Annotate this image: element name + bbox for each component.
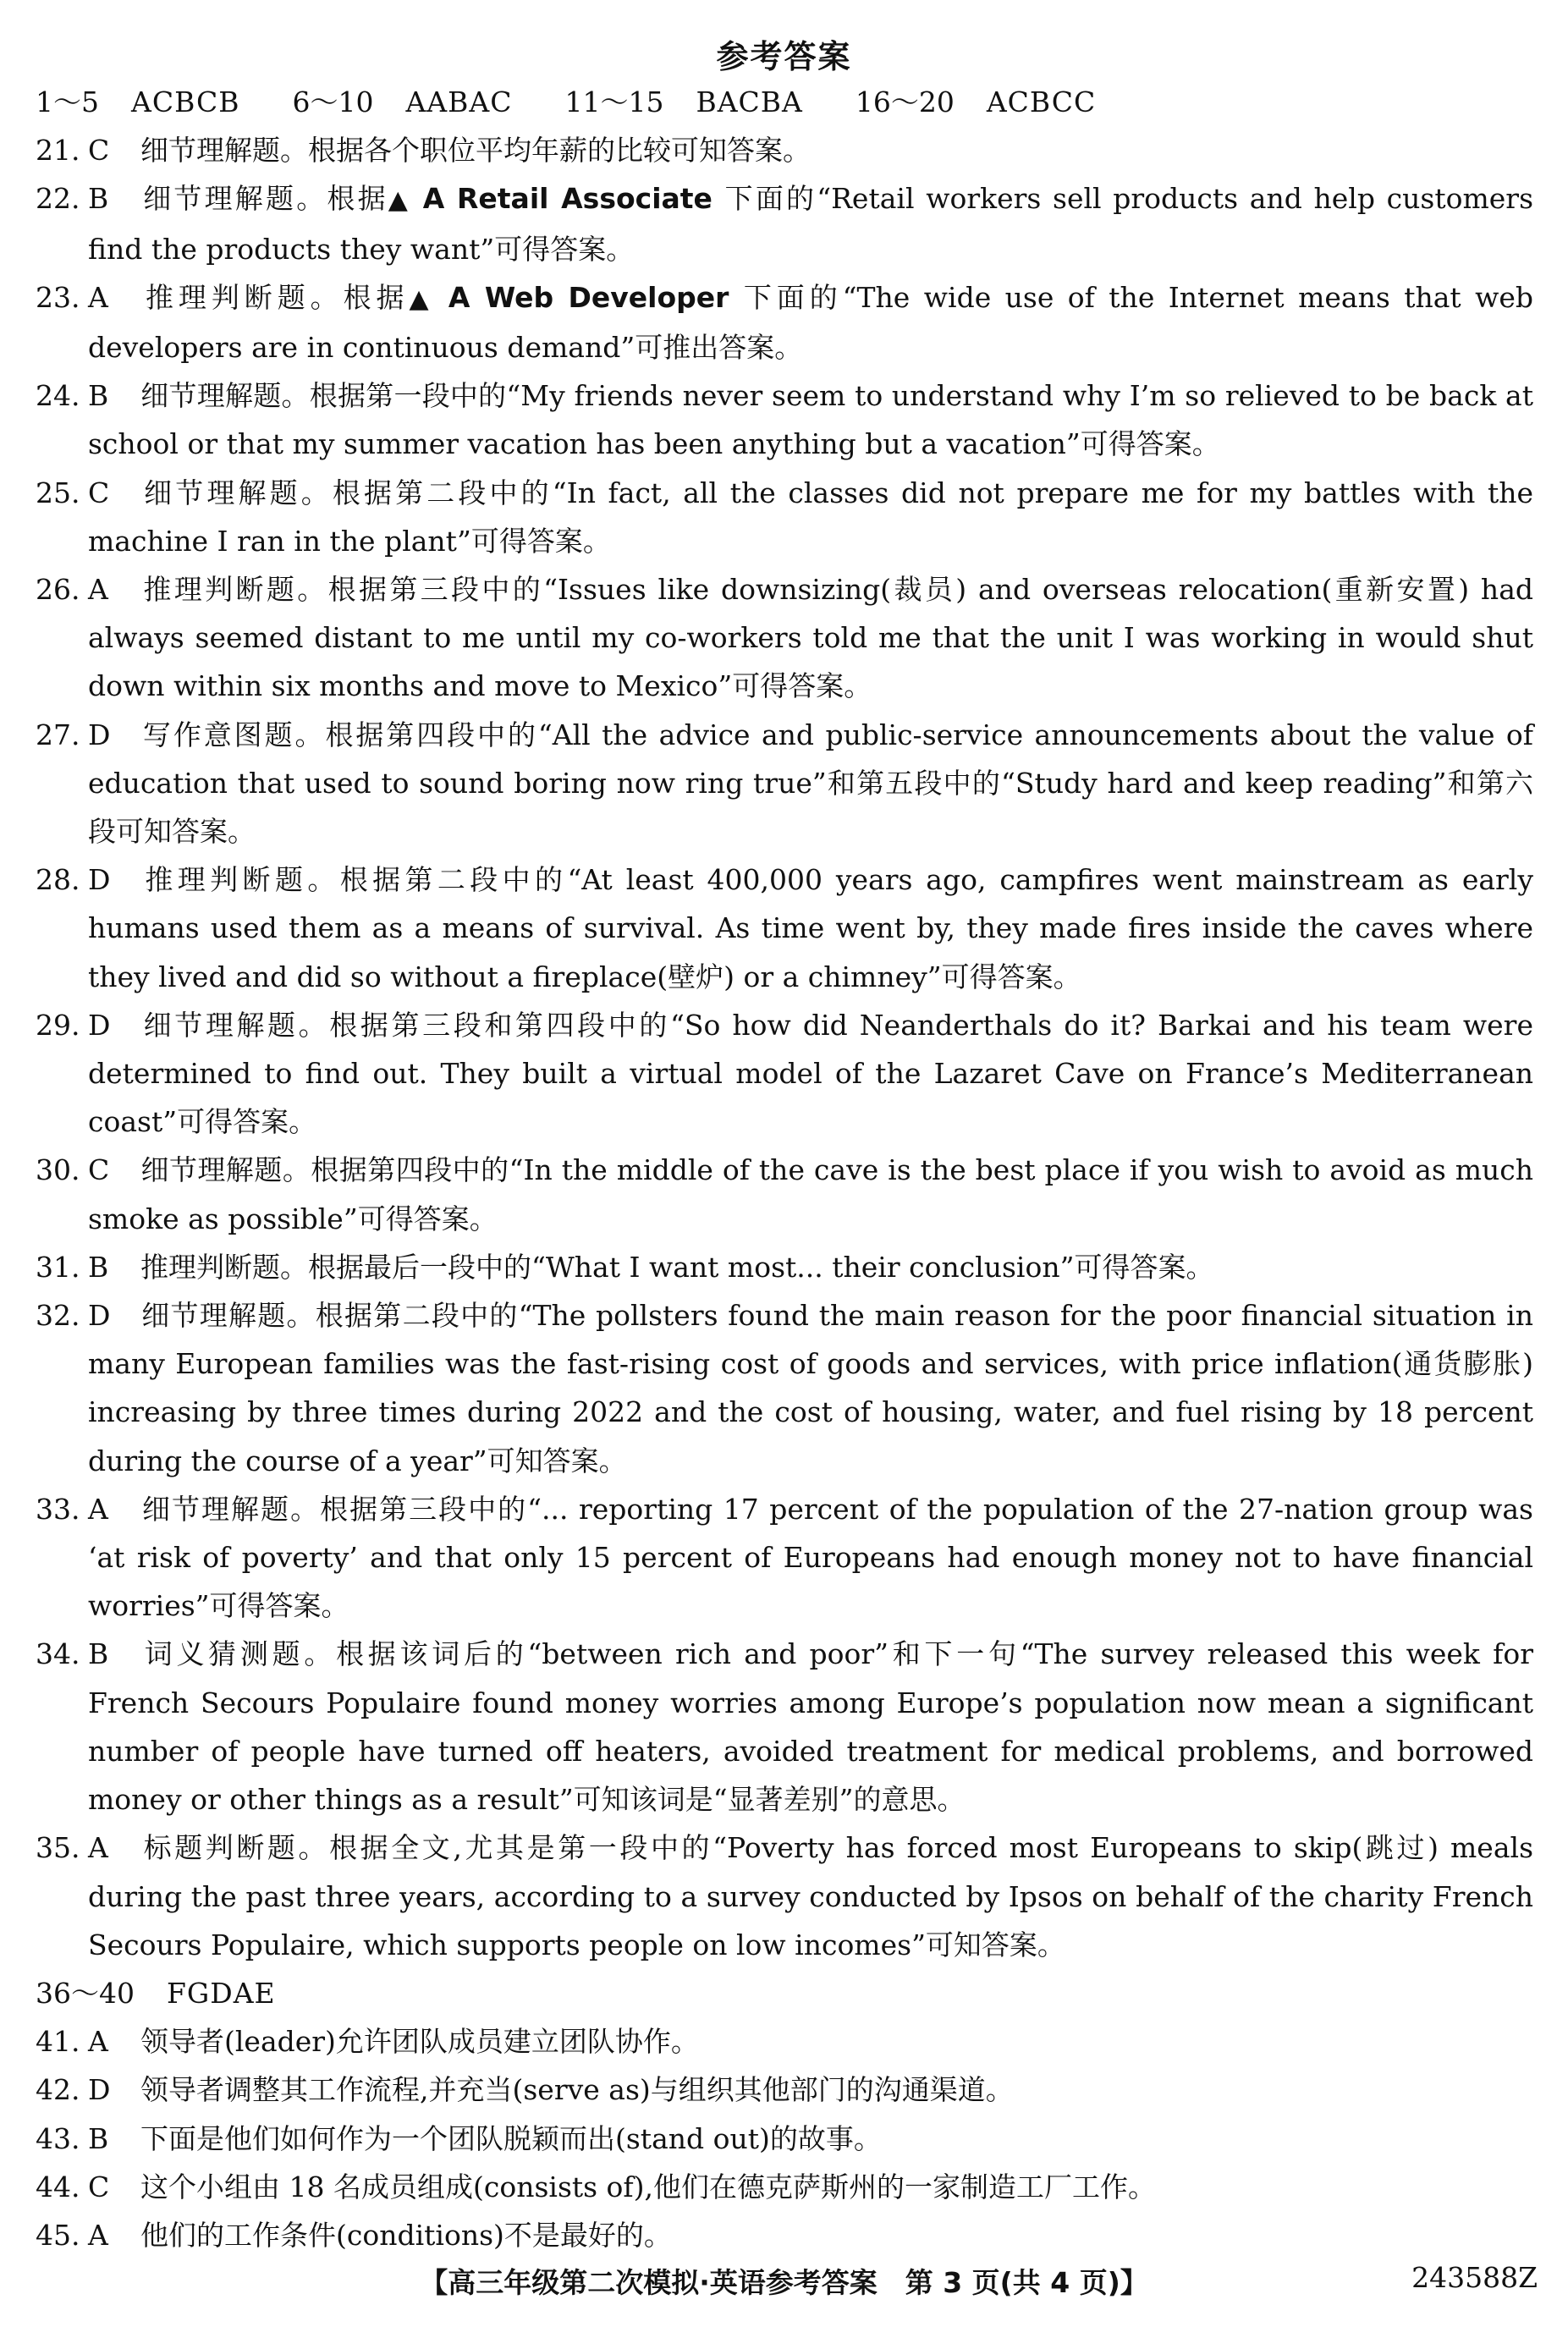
explanation-text [88,718,1533,848]
cloze-item [36,2017,1533,2066]
mc-range: 36～40 [36,1976,135,2010]
explanation-body: 细节理解题。根据第一段中的“My friends never seem to understand why I’m so relieved to be back at school or that my summer vacation has been anything but a vacation”可得答案。 [88,379,1533,461]
mc-answers: BACBA [696,85,803,118]
answer-letter: A [88,280,108,314]
explanation-text [88,182,1533,265]
question-number: 42. [36,2073,80,2107]
explanation-item [36,174,1533,272]
explanation-text [88,2073,1014,2106]
item-number [36,371,88,420]
item-number [36,273,88,322]
section-heading-ref: A Web Developer [433,280,744,314]
explanation-text [88,476,1533,558]
item-number [36,855,88,904]
explanation-item [36,1146,1533,1242]
explanation-body: 标题判断题。根据全文,尤其是第一段中的“Poverty has forced most Europeans to skip(跳过) meals during the past three years, according to a survey conducted by Ipsos on behalf of the charity French Secours Populaire, which supports people on low incomes”可知答案。 [88,1831,1533,1961]
item-number [36,1485,88,1533]
explanation-item [36,1485,1533,1631]
cloze-explanation-list [36,2017,1533,2259]
explanation-body: 推理判断题。根据第三段中的“Issues like downsizing(裁员) and overseas relocation(重新安置) had always seemed distant to me until my co-workers told me that the unit I was working in would shut down within six months and move to Mexico”可得答案。 [88,573,1533,703]
answer-letter: C [88,1153,110,1187]
cloze-item [36,2066,1533,2114]
explanation-item [36,371,1533,468]
answer-letter: D [88,1299,111,1333]
explanation-item [36,1824,1533,1969]
explanation-text [88,2219,672,2252]
item-number [36,1291,88,1340]
item-number [36,469,88,517]
answer-letter: D [88,863,111,897]
question-number: 30. [36,1153,80,1187]
explanation-body: 细节理解题。根据第三段和第四段中的“So how did Neanderthals do it? Barkai and his team were determined to find out. They built a virtual model of the Lazaret Cave on France’s Mediterranean coast”可得答案。 [88,1008,1533,1139]
question-number: 24. [36,379,80,413]
item-number [36,126,88,174]
answer-letter: C [88,2170,110,2203]
explanation-text [88,1009,1533,1138]
answer-letter: C [88,134,110,168]
answer-content [36,78,1533,2259]
explanation-suffix: 下面的“The wide use of the Internet means that web developers are in continuous demand”可推出答案。 [88,280,1533,364]
answer-letter: A [88,1831,108,1865]
question-number: 41. [36,2025,80,2059]
answer-letter: D [88,718,111,751]
answer-letter: B [88,1637,109,1671]
cloze-item [36,2211,1533,2259]
explanation-item [36,1630,1533,1824]
mc-answers: AABAC [405,85,513,118]
item-number [36,1243,88,1291]
explanation-body: 推理判断题。根据第二段中的“At least 400,000 years ago, campfires went mainstream as early humans used them as a means of survival. As time went by, they made fires inside the caves where they lived and did so without a fireplace(壁炉) or a chimney”可得答案。 [88,863,1533,993]
explanation-text [88,1251,1213,1284]
answer-letter: A [88,1492,108,1526]
answer-letter: D [88,2073,111,2107]
mc-range: 6～10 [292,85,374,118]
explanation-body: 领导者调整其工作流程,并充当(serve as)与组织其他部门的沟通渠道。 [140,2073,1014,2107]
triangle-marker-icon: ▲ [409,283,434,314]
explanation-text [88,863,1533,993]
question-number: 21. [36,134,80,168]
explanation-body: 他们的工作条件(conditions)不是最好的。 [140,2218,672,2252]
answer-letter: C [88,476,110,509]
multiple-choice-answers-36-40 [36,1969,1533,2017]
item-number [36,1146,88,1194]
question-number: 43. [36,2121,80,2155]
explanation-body: 推理判断题。根据最后一段中的“What I want most... their conclusion”可得答案。 [140,1250,1214,1284]
answer-letter: D [88,1008,111,1042]
question-number: 25. [36,476,80,509]
explanation-body: 细节理解题。根据第三段中的“... reporting 17 percent of the population of the 27-nation group was ‘at risk of poverty’ and that only 15 percent of Europeans had enough money not to have financial worries”可得答案。 [88,1492,1533,1623]
answer-letter: A [88,573,108,607]
explanation-body: 写作意图题。根据第四段中的“All the advice and public-service announcements about the value of education that used to sound boring now ring true”和第五段中的“Study hard and keep reading”和第六段可知答案。 [88,718,1533,849]
explanation-prefix: 推理判断题。根据 [140,280,410,314]
explanation-text [88,281,1533,364]
triangle-marker-icon: ▲ [388,185,411,216]
multiple-choice-answers-1-20 [36,78,1533,126]
answer-letter: A [88,2218,108,2252]
question-number: 27. [36,718,80,751]
cloze-item [36,2115,1533,2163]
explanation-list [36,126,1533,1969]
answer-letter: B [88,1250,109,1284]
item-number [36,2163,88,2211]
mc-answers: ACBCC [986,85,1097,118]
explanation-item [36,1001,1533,1147]
answer-letter: B [88,2121,109,2155]
explanation-body: 细节理解题。根据各个职位平均年薪的比较可知答案。 [140,134,811,168]
item-number [36,1824,88,1872]
page-title: 参考答案 [716,38,852,75]
mc-answers: ACBCB [131,85,240,118]
item-number [36,2066,88,2114]
explanation-item [36,126,1533,174]
explanation-body: 细节理解题。根据第二段中的“In fact, all the classes did not prepare me for my battles with the machine I ran in the plant”可得答案。 [88,476,1533,558]
explanation-text [88,134,811,167]
explanation-body: 这个小组由 18 名成员组成(consists of),他们在德克萨斯州的一家制造工厂工作。 [140,2170,1157,2203]
question-number: 22. [36,182,80,216]
question-number: 32. [36,1299,80,1333]
explanation-text [88,1493,1533,1622]
question-number: 33. [36,1492,80,1526]
footer-code: 243588Z [1411,2261,1538,2294]
explanation-text [88,1299,1533,1477]
item-number [36,1001,88,1049]
question-number: 44. [36,2170,80,2203]
cloze-item [36,2163,1533,2211]
question-number: 34. [36,1637,80,1671]
explanation-body: 细节理解题。根据第二段中的“The pollsters found the main reason for the poor financial situation in many European families was the fast-rising cost of goods and services, with price inflation(通货膨胀) increasing by three times during 2022 and the cost of housing, water, and fuel rising by 18 percent during the course of a year”可知答案。 [88,1299,1533,1477]
question-number: 26. [36,573,80,607]
explanation-text [88,1153,1533,1235]
question-number: 23. [36,280,80,314]
item-number [36,2115,88,2163]
explanation-suffix: 下面的“Retail workers sell products and help customers find the products they want”可得答案。 [88,182,1534,266]
mc-range: 11～15 [564,85,664,118]
explanation-item [36,469,1533,565]
mc-range: 16～20 [855,85,955,118]
answer-letter: A [88,2025,108,2059]
answer-letter: B [88,379,109,413]
item-number [36,2017,88,2066]
explanation-item [36,1291,1533,1485]
item-number [36,565,88,613]
explanation-body: 下面是他们如何作为一个团队脱颖而出(stand out)的故事。 [140,2121,882,2155]
explanation-item [36,565,1533,711]
explanation-item [36,855,1533,1001]
explanation-item [36,273,1533,371]
footer-page-info: 【高三年级第二次模拟·英语参考答案 第 3 页(共 4 页)】 [420,2266,1148,2299]
question-number: 35. [36,1831,80,1865]
explanation-body: 领导者(leader)允许团队成员建立团队协作。 [140,2025,699,2059]
explanation-text [88,1831,1533,1961]
explanation-body: 细节理解题。根据第四段中的“In the middle of the cave is the best place if you wish to avoid as much smoke as possible”可得答案。 [88,1153,1533,1235]
explanation-text [88,2025,699,2058]
explanation-item [36,1243,1533,1291]
explanation-item [36,711,1533,856]
explanation-text [88,1637,1533,1816]
question-number: 29. [36,1008,80,1042]
section-heading-ref: A Retail Associate [410,182,725,216]
answer-letter: B [88,182,109,216]
explanation-body: 词义猜测题。根据该词后的“between rich and poor”和下一句“The survey released this week for French Secours Populaire found money worries among Europe’s population now mean a significant number of people have turned off heaters, avoided treatment for medical problems, and borrowed money or other things as a result”可知该词是“显著差别”的意思。 [88,1637,1533,1817]
explanation-prefix: 细节理解题。根据 [140,182,388,216]
item-number [36,174,88,223]
explanation-text [88,379,1533,460]
mc-answers: FGDAE [166,1976,276,2010]
item-number [36,711,88,759]
explanation-text [88,2170,1156,2203]
mc-range: 1～5 [36,85,99,118]
question-number: 45. [36,2218,80,2252]
question-number: 28. [36,863,80,897]
item-number [36,2211,88,2259]
explanation-text [88,2122,882,2155]
explanation-text [88,573,1533,702]
question-number: 31. [36,1250,80,1284]
item-number [36,1630,88,1678]
